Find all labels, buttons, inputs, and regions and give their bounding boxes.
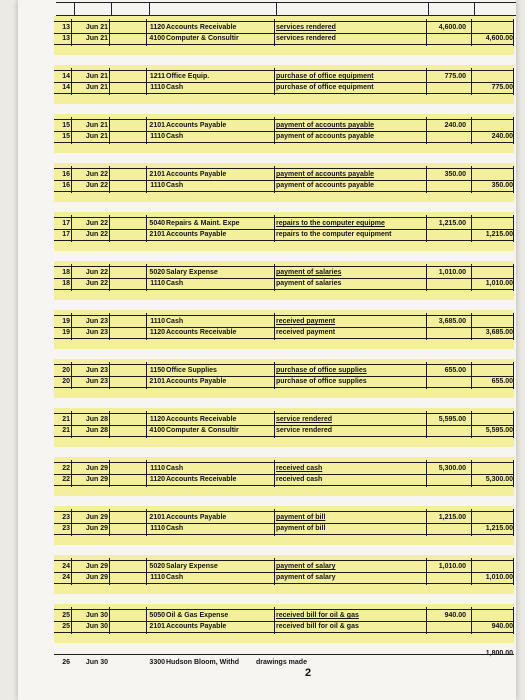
column-divider bbox=[426, 264, 427, 291]
credit-account-name: Cash bbox=[166, 84, 184, 91]
credit-account-number: 1120 bbox=[149, 476, 165, 483]
debit-account-number: 1211 bbox=[149, 73, 165, 80]
debit-memo: payment of salary bbox=[276, 563, 336, 570]
column-divider bbox=[471, 509, 472, 536]
column-divider bbox=[146, 19, 147, 46]
column-divider bbox=[426, 117, 427, 144]
debit-memo: payment of accounts payable bbox=[276, 122, 375, 129]
entry-number: 24 bbox=[62, 574, 70, 581]
entry-date: Jun 29 bbox=[85, 465, 108, 472]
credit-row bbox=[54, 376, 514, 388]
column-divider bbox=[513, 215, 514, 242]
entry-number: 16 bbox=[62, 171, 70, 178]
journal-entry-14 bbox=[54, 70, 514, 94]
entry-number: 20 bbox=[62, 367, 70, 374]
column-divider bbox=[71, 19, 72, 46]
column-divider bbox=[146, 362, 147, 389]
column-divider bbox=[109, 313, 110, 340]
entry-number: 15 bbox=[62, 122, 70, 129]
debit-amount: 655.00 bbox=[444, 367, 466, 374]
credit-account-name: Computer & Consultir bbox=[166, 427, 239, 434]
debit-amount: 5,595.00 bbox=[438, 416, 466, 423]
column-divider bbox=[109, 264, 110, 291]
entry-number: 18 bbox=[62, 269, 70, 276]
credit-row bbox=[54, 474, 514, 486]
debit-amount: 3,685.00 bbox=[438, 318, 466, 325]
journal-entry-17 bbox=[54, 217, 514, 241]
credit-row bbox=[54, 523, 514, 535]
journal-entry-19 bbox=[54, 315, 514, 339]
credit-amount: 940.00 bbox=[491, 623, 513, 630]
column-divider bbox=[109, 117, 110, 144]
entry-number: 17 bbox=[62, 231, 70, 238]
journal-entry-21 bbox=[54, 413, 514, 437]
credit-memo: payment of accounts payable bbox=[276, 182, 375, 189]
credit-amount: 1,215.00 bbox=[485, 525, 513, 532]
column-divider bbox=[71, 264, 72, 291]
debit-account-number: 1150 bbox=[149, 367, 165, 374]
debit-account-number: 1110 bbox=[150, 465, 165, 472]
column-divider bbox=[513, 362, 514, 389]
credit-amount: 3,685.00 bbox=[485, 329, 513, 336]
debit-memo: payment of salaries bbox=[276, 269, 342, 276]
entry-date: Jun 22 bbox=[85, 220, 108, 227]
debit-memo: received cash bbox=[276, 465, 323, 472]
entry-date: Jun 21 bbox=[85, 133, 108, 140]
column-divider bbox=[513, 166, 514, 193]
column-divider bbox=[71, 558, 72, 585]
column-divider bbox=[471, 166, 472, 193]
debit-account-name: Office Equip. bbox=[166, 73, 210, 80]
debit-account-number: 3300 bbox=[149, 659, 165, 666]
credit-row bbox=[54, 131, 514, 143]
column-divider bbox=[426, 558, 427, 585]
credit-amount: 1,215.00 bbox=[485, 231, 513, 238]
column-divider bbox=[274, 607, 275, 634]
column-divider bbox=[513, 313, 514, 340]
column-divider bbox=[71, 68, 72, 95]
column-divider bbox=[274, 558, 275, 585]
credit-amount: 1,010.00 bbox=[485, 574, 513, 581]
column-divider bbox=[426, 607, 427, 634]
entry-date: Jun 29 bbox=[85, 525, 108, 532]
column-divider bbox=[513, 68, 514, 95]
column-divider bbox=[146, 313, 147, 340]
credit-account-name: Cash bbox=[166, 525, 184, 532]
debit-account-number: 2101 bbox=[149, 514, 165, 521]
credit-memo: payment of bill bbox=[276, 525, 326, 532]
credit-account-name: Cash bbox=[166, 574, 184, 581]
column-divider bbox=[71, 509, 72, 536]
debit-memo: purchase of office equipment bbox=[276, 73, 374, 80]
entry-date: Jun 30 bbox=[85, 623, 108, 630]
column-divider bbox=[146, 509, 147, 536]
entry-date: Jun 22 bbox=[85, 269, 108, 276]
credit-account-number: 1110 bbox=[150, 574, 165, 581]
column-divider bbox=[71, 607, 72, 634]
entry-memo: drawings made bbox=[256, 659, 307, 666]
entry-number: 20 bbox=[62, 378, 70, 385]
credit-account-name: Cash bbox=[166, 133, 184, 140]
journal-entry-16 bbox=[54, 168, 514, 192]
journal-entry-20 bbox=[54, 364, 514, 388]
column-divider bbox=[471, 19, 472, 46]
column-divider bbox=[146, 117, 147, 144]
debit-amount: 940.00 bbox=[444, 612, 466, 619]
credit-row bbox=[54, 621, 514, 633]
entry-date: Jun 21 bbox=[85, 24, 108, 31]
credit-row bbox=[54, 180, 514, 192]
debit-memo: payment of accounts payable bbox=[276, 171, 375, 178]
debit-account-name: Office Supplies bbox=[166, 367, 217, 374]
column-divider bbox=[109, 411, 110, 438]
credit-account-number: 1110 bbox=[150, 182, 165, 189]
journal-entry-26 bbox=[54, 650, 514, 700]
debit-account-name: Accounts Receivable bbox=[166, 416, 237, 423]
debit-memo: purchase of office supplies bbox=[276, 367, 367, 374]
credit-amount: 240.00 bbox=[491, 133, 513, 140]
debit-memo: repairs to the computer equipme bbox=[276, 220, 385, 227]
credit-memo: services rendered bbox=[276, 35, 336, 42]
debit-amount: 1,010.00 bbox=[438, 269, 466, 276]
credit-amount: 350.00 bbox=[491, 182, 513, 189]
credit-account-number: 1110 bbox=[150, 133, 165, 140]
entry-date: Jun 30 bbox=[85, 612, 108, 619]
credit-memo: purchase of office equipment bbox=[276, 84, 374, 91]
column-divider bbox=[513, 19, 514, 46]
column-divider bbox=[471, 558, 472, 585]
column-divider bbox=[513, 558, 514, 585]
entry-number: 13 bbox=[62, 24, 70, 31]
debit-memo: payment of bill bbox=[276, 514, 326, 521]
column-divider bbox=[71, 313, 72, 340]
entry-number: 19 bbox=[62, 329, 70, 336]
entry-date: Jun 22 bbox=[85, 280, 108, 287]
debit-account-name: Cash bbox=[166, 465, 184, 472]
credit-amount: 5,595.00 bbox=[485, 427, 513, 434]
entry-date: Jun 23 bbox=[85, 367, 108, 374]
entry-number: 16 bbox=[62, 182, 70, 189]
debit-account-number: 1110 bbox=[150, 318, 165, 325]
debit-account-name: Oil & Gas Expense bbox=[166, 612, 229, 619]
column-divider bbox=[471, 215, 472, 242]
entry-number: 13 bbox=[62, 35, 70, 42]
credit-account-number: 2101 bbox=[149, 231, 165, 238]
column-divider bbox=[471, 68, 472, 95]
entry-date: Jun 29 bbox=[85, 574, 108, 581]
entry-date: Jun 21 bbox=[85, 84, 108, 91]
credit-memo: received payment bbox=[276, 329, 336, 336]
journal-entry-22 bbox=[54, 462, 514, 486]
entry-date: Jun 28 bbox=[85, 416, 108, 423]
column-divider bbox=[109, 558, 110, 585]
column-divider bbox=[426, 362, 427, 389]
debit-account-name: Salary Expense bbox=[166, 269, 218, 276]
credit-account-number: 1120 bbox=[149, 329, 165, 336]
journal-entry-24 bbox=[54, 560, 514, 584]
entry-date: Jun 29 bbox=[85, 476, 108, 483]
entry-date: Jun 30 bbox=[85, 659, 108, 666]
entry-date: Jun 22 bbox=[85, 231, 108, 238]
credit-amount: 655.00 bbox=[491, 378, 513, 385]
credit-account-name: Accounts Payable bbox=[166, 378, 227, 385]
credit-row bbox=[54, 278, 514, 290]
column-divider bbox=[513, 509, 514, 536]
entry-number: 14 bbox=[62, 73, 70, 80]
page-number: 2 bbox=[305, 667, 312, 679]
journal-entry-15 bbox=[54, 119, 514, 143]
entry-date: Jun 29 bbox=[85, 563, 108, 570]
debit-amount: 5,300.00 bbox=[438, 465, 466, 472]
credit-amount: 4,600.00 bbox=[485, 35, 513, 42]
column-divider bbox=[426, 411, 427, 438]
entry-number: 25 bbox=[62, 623, 70, 630]
debit-amount: 350.00 bbox=[444, 171, 466, 178]
column-divider bbox=[513, 607, 514, 634]
debit-account-number: 1120 bbox=[149, 416, 165, 423]
column-divider bbox=[274, 166, 275, 193]
credit-memo: received bill for oil & gas bbox=[276, 623, 359, 630]
credit-memo: payment of accounts payable bbox=[276, 133, 375, 140]
column-divider bbox=[71, 117, 72, 144]
column-divider bbox=[109, 68, 110, 95]
entry-date: Jun 21 bbox=[85, 73, 108, 80]
column-divider bbox=[109, 166, 110, 193]
entry-number: 14 bbox=[62, 84, 70, 91]
debit-amount: 775.00 bbox=[444, 73, 466, 80]
column-divider bbox=[71, 460, 72, 487]
column-divider bbox=[146, 460, 147, 487]
column-divider bbox=[71, 362, 72, 389]
credit-row bbox=[54, 33, 514, 45]
debit-account-number: 5020 bbox=[149, 563, 165, 570]
entry-number: 23 bbox=[62, 514, 70, 521]
debit-account-name: Repairs & Maint. Expe bbox=[166, 220, 240, 227]
debit-memo: received bill for oil & gas bbox=[276, 612, 359, 619]
credit-memo: payment of salary bbox=[276, 574, 336, 581]
entry-number: 18 bbox=[62, 280, 70, 287]
debit-amount: 1,800.00 bbox=[485, 650, 513, 657]
entry-date: Jun 22 bbox=[85, 171, 108, 178]
column-divider bbox=[513, 264, 514, 291]
column-divider bbox=[426, 19, 427, 46]
column-divider bbox=[274, 509, 275, 536]
debit-account-name: Salary Expense bbox=[166, 563, 218, 570]
column-divider bbox=[109, 19, 110, 46]
column-divider bbox=[146, 607, 147, 634]
debit-account-name: Accounts Payable bbox=[166, 171, 227, 178]
column-divider bbox=[274, 313, 275, 340]
credit-row bbox=[54, 229, 514, 241]
credit-account-name: Accounts Receivable bbox=[166, 329, 237, 336]
column-divider bbox=[426, 215, 427, 242]
journal-entry-18 bbox=[54, 266, 514, 290]
column-divider bbox=[513, 411, 514, 438]
entry-date: Jun 21 bbox=[85, 122, 108, 129]
entry-number: 26 bbox=[62, 659, 70, 666]
column-divider bbox=[471, 607, 472, 634]
credit-memo: service rendered bbox=[276, 427, 333, 434]
column-divider bbox=[274, 411, 275, 438]
entry-number: 21 bbox=[62, 427, 70, 434]
debit-amount: 4,600.00 bbox=[438, 24, 466, 31]
debit-account-name: Accounts Payable bbox=[166, 122, 227, 129]
entry-number: 19 bbox=[62, 318, 70, 325]
column-divider bbox=[274, 264, 275, 291]
credit-row bbox=[54, 425, 514, 437]
credit-memo: purchase of office supplies bbox=[276, 378, 367, 385]
debit-memo: service rendered bbox=[276, 416, 333, 423]
column-divider bbox=[471, 460, 472, 487]
column-divider bbox=[146, 411, 147, 438]
column-divider bbox=[513, 460, 514, 487]
column-divider bbox=[471, 411, 472, 438]
debit-amount: 1,215.00 bbox=[438, 514, 466, 521]
credit-account-number: 4100 bbox=[149, 35, 165, 42]
entry-number: 15 bbox=[62, 133, 70, 140]
entry-number: 22 bbox=[62, 465, 70, 472]
column-divider bbox=[274, 460, 275, 487]
column-divider bbox=[274, 117, 275, 144]
column-divider bbox=[71, 166, 72, 193]
journal-entry-13 bbox=[54, 21, 514, 45]
entry-number: 24 bbox=[62, 563, 70, 570]
column-divider bbox=[471, 264, 472, 291]
column-divider bbox=[274, 68, 275, 95]
debit-account-number: 2101 bbox=[149, 171, 165, 178]
credit-account-number: 2101 bbox=[149, 623, 165, 630]
entry-date: Jun 22 bbox=[85, 182, 108, 189]
column-divider bbox=[146, 558, 147, 585]
credit-account-name: Accounts Payable bbox=[166, 623, 227, 630]
debit-account-name: Hudson Bloom, Withd bbox=[166, 659, 240, 666]
column-divider bbox=[426, 509, 427, 536]
column-divider bbox=[471, 362, 472, 389]
credit-row bbox=[54, 572, 514, 584]
entry-date: Jun 29 bbox=[85, 514, 108, 521]
credit-memo: payment of salaries bbox=[276, 280, 342, 287]
column-divider bbox=[471, 117, 472, 144]
debit-account-number: 1120 bbox=[149, 24, 165, 31]
credit-account-number: 4100 bbox=[149, 427, 165, 434]
journal-page bbox=[18, 0, 516, 700]
credit-account-number: 2101 bbox=[149, 378, 165, 385]
credit-memo: received cash bbox=[276, 476, 323, 483]
journal-entry-23 bbox=[54, 511, 514, 535]
column-divider bbox=[274, 362, 275, 389]
debit-account-number: 5050 bbox=[149, 612, 165, 619]
credit-amount: 5,300.00 bbox=[485, 476, 513, 483]
credit-row bbox=[54, 327, 514, 339]
entry-date: Jun 23 bbox=[85, 329, 108, 336]
column-divider bbox=[471, 313, 472, 340]
entry-number: 25 bbox=[62, 612, 70, 619]
debit-account-number: 2101 bbox=[149, 122, 165, 129]
credit-account-number: 1110 bbox=[150, 525, 165, 532]
debit-amount: 240.00 bbox=[444, 122, 466, 129]
column-divider bbox=[109, 460, 110, 487]
debit-account-number: 5040 bbox=[149, 220, 165, 227]
entry-number: 22 bbox=[62, 476, 70, 483]
credit-account-name: Accounts Receivable bbox=[166, 476, 237, 483]
credit-account-number: 1110 bbox=[150, 280, 165, 287]
credit-account-name: Accounts Payable bbox=[166, 231, 227, 238]
journal-entry-25 bbox=[54, 609, 514, 633]
credit-row bbox=[54, 82, 514, 94]
column-divider bbox=[146, 166, 147, 193]
credit-account-number: 1110 bbox=[150, 84, 165, 91]
column-divider bbox=[71, 215, 72, 242]
debit-account-number: 5020 bbox=[149, 269, 165, 276]
column-divider bbox=[426, 68, 427, 95]
debit-memo: received payment bbox=[276, 318, 336, 325]
column-divider bbox=[274, 19, 275, 46]
column-divider bbox=[426, 313, 427, 340]
credit-amount: 775.00 bbox=[491, 84, 513, 91]
credit-account-name: Cash bbox=[166, 182, 184, 189]
debit-account-name: Accounts Receivable bbox=[166, 24, 237, 31]
credit-account-name: Cash bbox=[166, 280, 184, 287]
debit-memo: services rendered bbox=[276, 24, 336, 31]
debit-account-name: Accounts Payable bbox=[166, 514, 227, 521]
column-divider bbox=[146, 68, 147, 95]
debit-amount: 1,215.00 bbox=[438, 220, 466, 227]
column-divider bbox=[146, 215, 147, 242]
column-divider bbox=[426, 460, 427, 487]
previous-entry-rows bbox=[56, 2, 516, 16]
entry-number: 17 bbox=[62, 220, 70, 227]
column-divider bbox=[109, 362, 110, 389]
credit-amount: 1,010.00 bbox=[485, 280, 513, 287]
column-divider bbox=[109, 607, 110, 634]
entry-date: Jun 23 bbox=[85, 378, 108, 385]
entry-date: Jun 21 bbox=[85, 35, 108, 42]
credit-memo: repairs to the computer equipment bbox=[276, 231, 392, 238]
column-divider bbox=[513, 117, 514, 144]
entry-date: Jun 28 bbox=[85, 427, 108, 434]
debit-amount: 1,010.00 bbox=[438, 563, 466, 570]
column-divider bbox=[109, 509, 110, 536]
credit-account-name: Computer & Consultir bbox=[166, 35, 239, 42]
column-divider bbox=[146, 264, 147, 291]
entry-number: 23 bbox=[62, 525, 70, 532]
entry-date: Jun 23 bbox=[85, 318, 108, 325]
row-divider bbox=[54, 654, 514, 655]
column-divider bbox=[274, 215, 275, 242]
debit-account-name: Cash bbox=[166, 318, 184, 325]
column-divider bbox=[71, 411, 72, 438]
column-divider bbox=[109, 215, 110, 242]
column-divider bbox=[426, 166, 427, 193]
entry-number: 21 bbox=[62, 416, 70, 423]
